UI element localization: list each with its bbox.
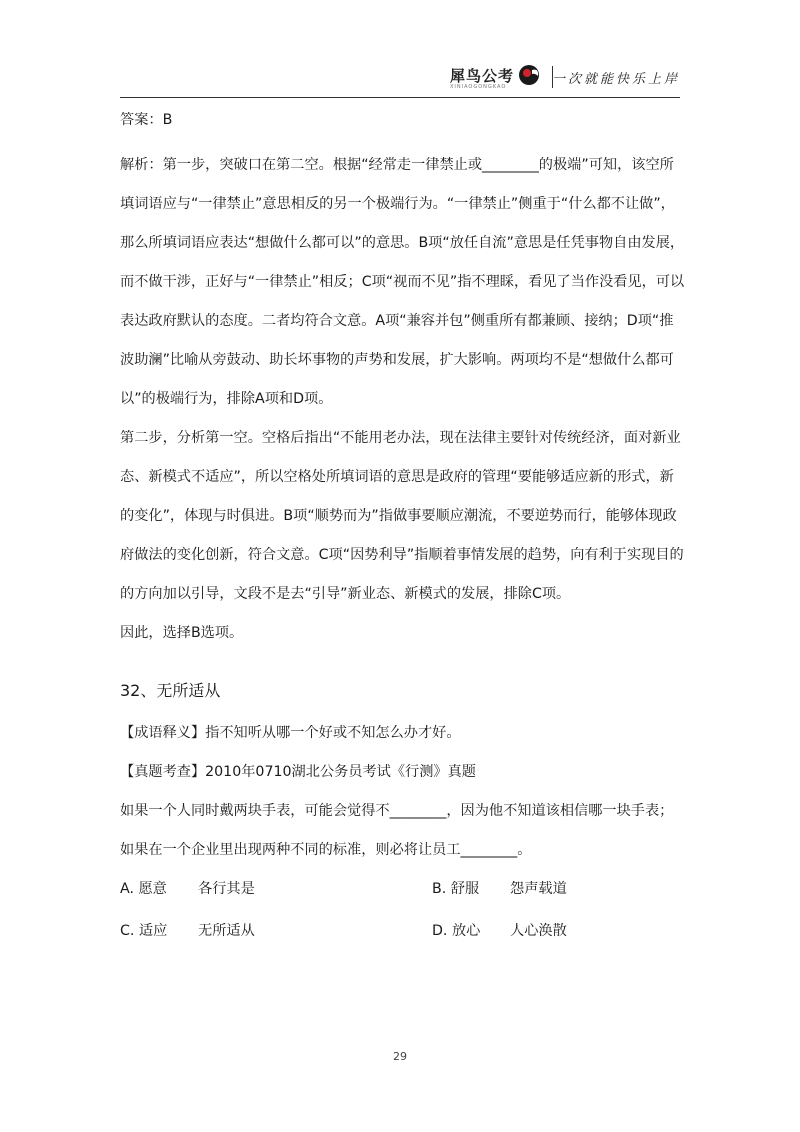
option-d: D. 放心 人心涣散: [432, 923, 567, 939]
analysis-conclusion: 因此，选择B选项。: [120, 625, 244, 641]
hornbill-icon: [518, 64, 540, 86]
question-stem: 如果一个人同时戴两块手表，可能会觉得不________，因为他不知道该相信哪一块手表；如果在一个企业里出现两种不同的标准，则必将让员工________。: [120, 803, 674, 858]
options-grid: [120, 870, 686, 950]
answer-line: 答案：B: [120, 112, 173, 128]
page-header: [120, 58, 680, 98]
header-rule: [120, 97, 680, 98]
logo-subtitle: XINIAOGONGKAO: [449, 84, 507, 90]
analysis-step2: 第二步，分析第一空。空格后指出“不能用老办法，现在法律主要针对传统经济，面对新业态、新模式不适应”，所以空格处所填词语的意思是政府的管理“要能够适应新的形式，新的变化”，体现与时俱进。B项“顺势而为”指做事要顺应潮流，不要逆势而行，能够体现政府做法的变化创新，符合文意。C项“因势利导”指顺着事情发展的趋势，向有利于实现目的的方向加以引导，文段不是去“引导”新业态、新模式的发展，排除C项。: [120, 430, 684, 602]
question-title: 32、无所适从: [120, 681, 221, 700]
idiom-meaning: 【成语释义】指不知听从哪一个好或不知怎么办才好。: [120, 725, 461, 741]
option-b: B. 舒服 怨声载道: [432, 881, 567, 897]
exam-source: 【真题考查】2010年0710湖北公务员考试《行测》真题: [120, 764, 476, 780]
header-slogan: 一次就能快乐上岸: [551, 72, 680, 87]
option-a: A. 愿意 各行其是: [120, 881, 255, 897]
brand-logo: [449, 64, 540, 90]
analysis-step1: 解析：第一步，突破口在第二空。根据“经常走一律禁止或________的极端”可知，该空所填词语应与“一律禁止”意思相反的另一个极端行为。“一律禁止”侧重于“什么都不让做”，那么所填词语应表达“想做什么都可以”的意思。B项“放任自流”意思是任凭事物自由发展，而不做干涉，正好与“一律禁止”相反；C项“视而不见”指不理睬，看见了当作没看见，可以表达政府默认的态度。二者均符合文意。A项“兼容并包”侧重所有都兼顾、接纳；D项“推波助澜”比喻从旁鼓动、助长坏事物的声势和发展，扩大影响。两项均不是“想做什么都可以”的极端行为，排除A项和D项。: [120, 157, 685, 407]
option-c: C. 适应 无所适从: [120, 923, 255, 939]
page-number: 29: [393, 1050, 407, 1063]
logo-text: 犀鸟公考: [449, 66, 514, 85]
page-content: [120, 108, 686, 950]
